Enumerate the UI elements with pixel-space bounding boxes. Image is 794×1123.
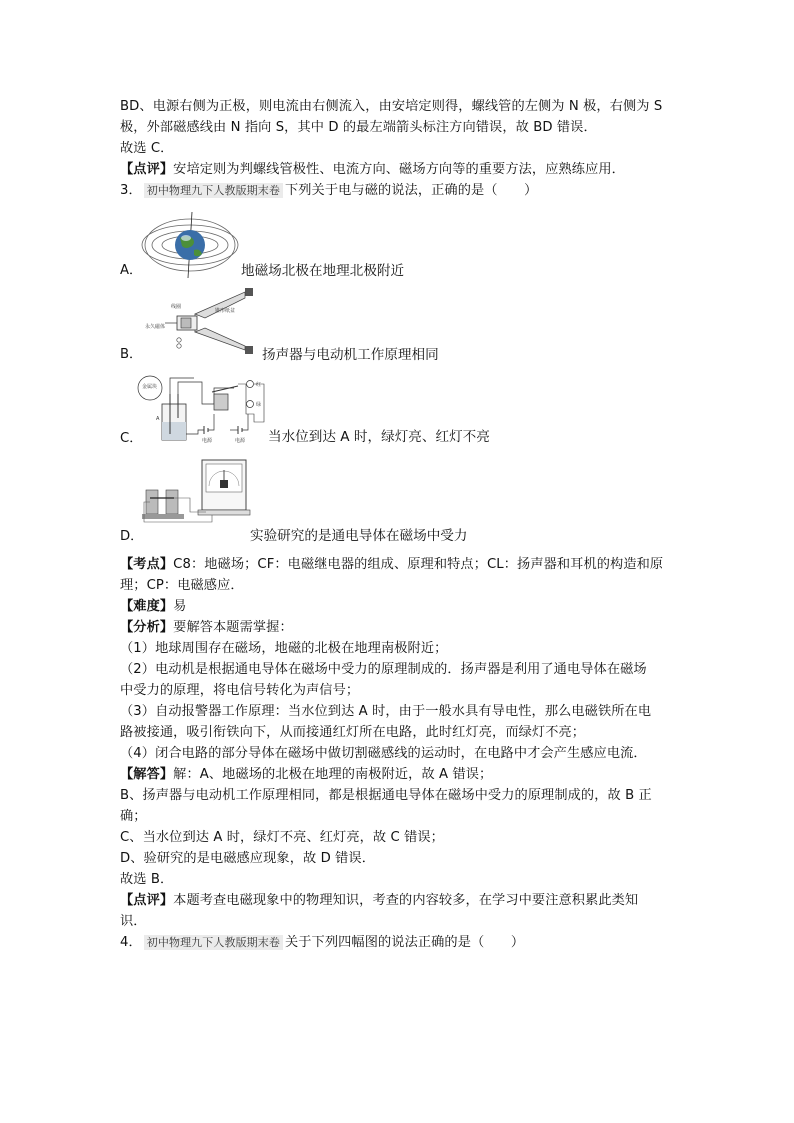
q3-option-b-letter: B． xyxy=(120,347,143,362)
q3-answer: 故选 B． xyxy=(120,872,174,887)
q3-stem xyxy=(120,182,537,200)
fig-c-label-metal: 金属块 xyxy=(142,384,158,390)
q3-analysis-intro xyxy=(120,619,293,637)
q3-difficulty-value: 易 xyxy=(173,599,187,614)
q3-solution-line-2: 确； xyxy=(120,809,147,824)
q3-analysis-label: 【分析】 xyxy=(120,620,174,635)
fig-c-label-red: 红 xyxy=(256,382,262,388)
water-level-alarm-figure xyxy=(138,374,270,444)
q3-source-tag[interactable]: 初中物理九下人教版期末卷 xyxy=(144,183,283,198)
prev-solution-line-1: BD、电源右侧为正极，则电流由右侧流入，由安培定则得，螺线管的左侧为 N 极，右侧为 S xyxy=(120,99,663,114)
q3-comment-label: 【点评】 xyxy=(120,893,174,908)
loudspeaker-figure xyxy=(145,288,257,360)
earth-magnetic-field-figure xyxy=(140,212,240,278)
q3-solution-line-1: B、扬声器与电动机工作原理相同，都是根据通电导体在磁场中受力的原理制成的，故 B 正 xyxy=(120,788,652,803)
q3-kaodian-text-1: C8：地磁场；CF：电磁继电器的组成、原理和特点；CL：扬声器和耳机的构造和原 xyxy=(173,557,664,572)
q3-option-a-letter: A． xyxy=(120,263,143,278)
q3-option-a-text: 地磁场北极在地理北极附近 xyxy=(241,263,405,279)
q3-analysis-line-2: （2）电动机是根据通电导体在磁场中受力的原理制成的．扬声器是利用了通电导体在磁场 xyxy=(120,662,647,677)
q3-option-d-text: 实验研究的是通电导体在磁场中受力 xyxy=(250,528,468,544)
fig-c-label-green: 绿 xyxy=(256,402,262,408)
q3-analysis-line-3: 中受力的原理，将电信号转化为声信号； xyxy=(120,683,360,698)
q3-comment-text-1: 本题考查电磁现象中的物理知识，考查的内容较多，在学习中要注意积累此类知 xyxy=(173,893,639,908)
q3-option-c-text: 当水位到达 A 时，绿灯亮、红灯不亮 xyxy=(268,429,490,445)
fig-b-label-cone: 锥形纸盆 xyxy=(215,308,236,314)
q3-kaodian-label: 【考点】 xyxy=(120,557,174,572)
galvanometer-experiment-figure xyxy=(140,460,252,526)
fig-c-label-power-2: 电源 xyxy=(235,438,246,444)
prev-comment xyxy=(120,161,625,179)
q3-analysis-intro-text: 要解答本题需掌握： xyxy=(173,620,293,635)
q3-stem-text: 下列关于电与磁的说法，正确的是（ ） xyxy=(284,183,538,198)
q3-solution-intro xyxy=(120,766,492,784)
q3-analysis-line-6: （4）闭合电路的部分导体在磁场中做切割磁感线的运动时，在电路中才会产生感应电流． xyxy=(120,746,647,761)
q4-source-tag[interactable]: 初中物理九下人教版期末卷 xyxy=(144,935,283,950)
fig-b-label-coil: 线圈 xyxy=(171,304,182,310)
q3-analysis-line-4: （3）自动报警器工作原理：当水位到达 A 时，由于一般水具有导电性，那么电磁铁所在电 xyxy=(120,704,652,719)
fig-b-label-magnet: 永久磁体 xyxy=(145,324,166,330)
q3-solution-label: 【解答】 xyxy=(120,767,174,782)
q3-comment-1 xyxy=(120,892,638,910)
q4-stem-text: 关于下列四幅图的说法正确的是（ ） xyxy=(284,935,525,950)
q4-stem xyxy=(120,934,524,952)
q3-comment-2: 识． xyxy=(120,914,147,929)
prev-comment-label: 【点评】 xyxy=(120,162,174,177)
q3-option-b-text: 扬声器与电动机工作原理相同 xyxy=(262,347,439,363)
q3-kaodian-1 xyxy=(120,556,663,574)
q3-analysis-line-1: （1）地球周围存在磁场，地磁的北极在地理南极附近； xyxy=(120,641,448,656)
prev-answer: 故选 C． xyxy=(120,141,174,156)
q3-kaodian-2: 理；CP：电磁感应． xyxy=(120,578,244,593)
prev-comment-text: 安培定则为判螺线管极性、电流方向、磁场方向等的重要方法，应熟练应用． xyxy=(173,162,625,177)
q3-solution-line-4: D、验研究的是电磁感应现象，故 D 错误． xyxy=(120,851,375,866)
q3-difficulty xyxy=(120,598,186,616)
q3-analysis-line-5: 路被接通，吸引衔铁向下，从而接通红灯所在电路，此时红灯亮，而绿灯不亮； xyxy=(120,725,586,740)
q3-number: 3． xyxy=(120,183,142,198)
fig-c-label-a: A xyxy=(156,416,160,422)
q3-solution-line-3: C、当水位到达 A 时，绿灯不亮、红灯亮，故 C 错误； xyxy=(120,830,444,845)
q3-option-d-letter: D． xyxy=(120,529,144,544)
prev-solution-line-2: 极，外部磁感线由 N 指向 S，其中 D 的最左端箭头标注方向错误，故 BD 错误． xyxy=(120,120,597,135)
q3-difficulty-label: 【难度】 xyxy=(120,599,174,614)
q4-number: 4． xyxy=(120,935,142,950)
q3-solution-intro-text: 解：A、地磁场的北极在地理的南极附近，故 A 错误； xyxy=(173,767,493,782)
q3-option-c-letter: C． xyxy=(120,431,143,446)
fig-c-label-power-1: 电源 xyxy=(202,438,213,444)
